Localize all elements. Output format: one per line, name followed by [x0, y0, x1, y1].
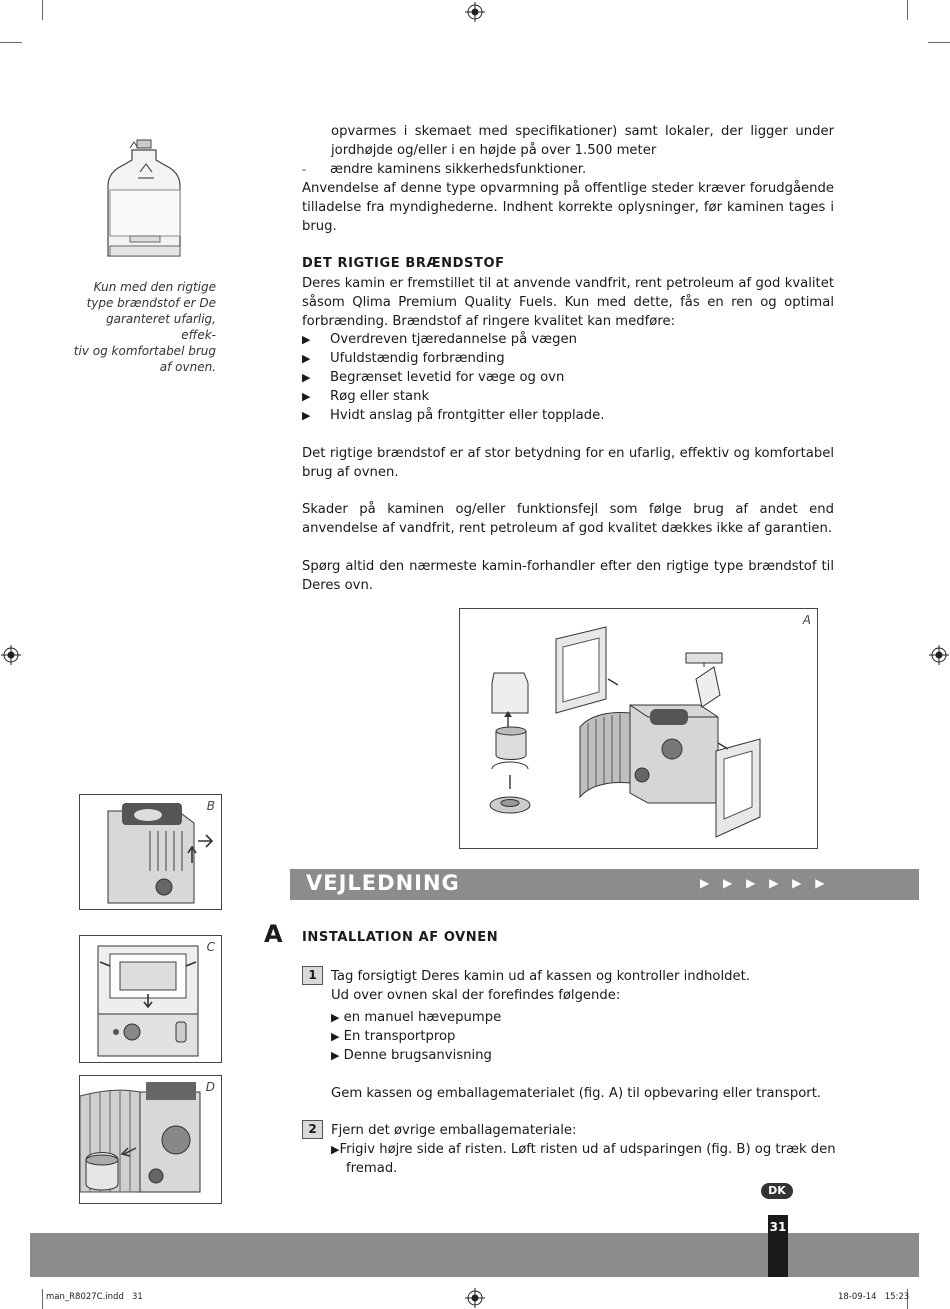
bullet-arrow-icon: ▶ [302, 390, 311, 403]
step-number-badge: 2 [302, 1120, 323, 1139]
step-text: Fjern det øvrige emballagemateriale: [331, 1123, 577, 1138]
list-item [331, 1008, 501, 1027]
registration-mark-icon [465, 1288, 485, 1308]
figure-a [459, 608, 818, 849]
intro-paragraph: Anvendelse af denne type opvarmning på offentlige steder kræver forudgående tilladelse fra myndighederne. Indhent korrekte oplysninger, før kaminen tages i brug. [302, 181, 834, 234]
caption-line: af ovnen. [159, 360, 216, 374]
list-item [302, 368, 564, 387]
heater-front-view-illustration [80, 936, 221, 1062]
bullet-arrow-icon: ▶ [302, 409, 311, 422]
registration-mark-icon [1, 645, 21, 665]
heater-exploded-illustration [460, 609, 817, 848]
caption-line: type brændstof er De [86, 296, 216, 310]
figure-letter: A [802, 613, 811, 627]
list-item-text: Denne brugsanvisning [343, 1048, 492, 1063]
list-item [302, 406, 604, 425]
figure-letter: C [206, 940, 215, 954]
banner-arrows-icon: ▶ ▶ ▶ ▶ ▶ ▶ [700, 876, 825, 890]
fuel-can-illustration [104, 138, 188, 266]
registration-mark-icon [929, 645, 949, 665]
crop-mark [42, 0, 43, 20]
bullet-arrow-icon: ▶ [331, 1030, 340, 1043]
fuel-paragraph: Spørg altid den nærmeste kamin-forhandler efter den rigtige type brændstof til Deres ovn. [302, 559, 834, 593]
list-item [302, 330, 577, 349]
bullet-arrow-icon: ▶ [302, 352, 311, 365]
dash-item-text: ændre kaminens sikkerhedsfunktioner. [330, 162, 587, 177]
page-number: 31 [769, 1220, 787, 1234]
list-item-text: En transportprop [343, 1029, 456, 1044]
dash-symbol: - [302, 163, 306, 176]
crop-mark [42, 1289, 43, 1309]
figure-c [79, 935, 222, 1063]
list-item [302, 387, 429, 406]
banner-title: VEJLEDNING [306, 871, 460, 895]
dash-item [302, 160, 586, 179]
date-time: 18-09-14 15:23 [838, 1292, 910, 1302]
intro-line: jordhøjde og/eller i en højde på over 1.500 meter [331, 143, 657, 158]
crop-mark [907, 0, 908, 20]
page-number-tab [768, 1215, 788, 1277]
section-banner [290, 869, 919, 900]
fuel-paragraph: Skader på kaminen og/eller funktionsfejl som følge brug af andet end anvendelse af vandfrit, rent petroleum af god kvalitet dækkes ikke af garantien. [302, 502, 834, 536]
list-item-text: Hvidt anslag på frontgitter eller topplade. [330, 408, 605, 423]
caption-line: Kun med den rigtige [93, 280, 216, 294]
list-item [302, 349, 505, 368]
caption-line: tiv og komfortabel brug [73, 344, 216, 358]
bullet-arrow-icon: ▶ [331, 1143, 340, 1156]
bullet-arrow-icon: ▶ [302, 371, 311, 384]
intro-line: opvarmes i skemaet med specifikationer) samt lokaler, der ligger under [331, 124, 834, 139]
crop-mark [0, 42, 22, 43]
figure-d [79, 1075, 222, 1204]
list-item [331, 1046, 492, 1065]
file-name: man_R8027C.indd 31 [46, 1292, 143, 1302]
caption-line: garanteret ufarlig, effek- [105, 312, 216, 342]
language-badge: DK [761, 1183, 793, 1199]
list-item-text: fremad. [346, 1161, 398, 1176]
list-item-text: en manuel hævepumpe [343, 1010, 502, 1025]
step-text: Tag forsigtigt Deres kamin ud af kassen og kontroller indholdet. [331, 969, 750, 984]
list-item-text: Begrænset levetid for væge og ovn [330, 370, 565, 385]
figure-letter: D [205, 1080, 215, 1094]
step-number-badge: 1 [302, 966, 323, 985]
heater-burner-removal-illustration [80, 1076, 221, 1203]
section-letter: A [264, 920, 283, 948]
bullet-arrow-icon: ▶ [331, 1049, 340, 1062]
step-note: Gem kassen og emballagematerialet (fig. A) til opbevaring eller transport. [331, 1086, 822, 1101]
step-text: Ud over ovnen skal der forefindes følgende: [331, 988, 621, 1003]
list-item-text: Overdreven tjæredannelse på vægen [330, 332, 577, 347]
list-item-text: Ufuldstændig forbrænding [330, 351, 505, 366]
list-item-text: Frigiv højre side af risten. Løft risten ud af udsparingen (fig. B) og træk den [339, 1142, 836, 1157]
section-heading: INSTALLATION AF OVNEN [302, 930, 499, 945]
section-heading: DET RIGTIGE BRÆNDSTOF [302, 256, 505, 271]
figure-caption [72, 279, 216, 375]
crop-mark [928, 42, 950, 43]
bullet-arrow-icon: ▶ [331, 1011, 340, 1024]
bullet-arrow-icon: ▶ [302, 333, 311, 346]
list-item-text: Røg eller stank [330, 389, 430, 404]
list-item [331, 1140, 836, 1159]
fuel-paragraph: Det rigtige brændstof er af stor betydning for en ufarlig, effektiv og komfortabel brug af ovnen. [302, 446, 834, 480]
fuel-paragraph: Deres kamin er fremstillet til at anvende vandfrit, rent petroleum af god kvalitet såsom Qlima Premium Quality Fuels. Kun med dette, fås en ren og optimal forbrænding. Brændstof af ringere kvalitet kan medføre: [302, 276, 834, 329]
registration-mark-icon [465, 2, 485, 22]
figure-b [79, 794, 222, 910]
heater-grille-removal-illustration [80, 795, 221, 909]
figure-letter: B [206, 799, 215, 813]
intro-continuation [331, 122, 834, 160]
list-item [331, 1027, 455, 1046]
